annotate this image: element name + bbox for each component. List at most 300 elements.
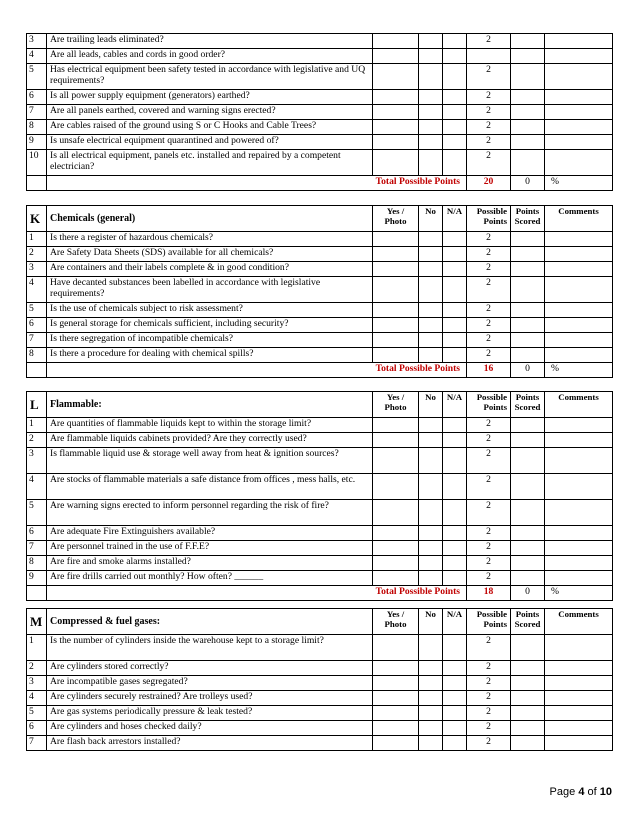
na-cell xyxy=(443,500,467,526)
points-scored-cell xyxy=(511,135,545,150)
table-row xyxy=(27,526,613,541)
yes-photo-cell xyxy=(373,262,419,277)
yes-photo-cell xyxy=(373,448,419,474)
total-row xyxy=(27,363,613,378)
possible-points-cell: 2 xyxy=(467,691,511,706)
row-number: 9 xyxy=(27,571,47,586)
row-number: 8 xyxy=(27,556,47,571)
comments-cell xyxy=(545,262,613,277)
yes-photo-cell xyxy=(373,706,419,721)
table-row xyxy=(27,105,613,120)
no-cell xyxy=(419,736,443,751)
table-row xyxy=(27,418,613,433)
na-cell xyxy=(443,721,467,736)
section-header-row xyxy=(27,206,613,232)
row-number: 4 xyxy=(27,49,47,64)
no-cell xyxy=(419,661,443,676)
possible-points-cell: 2 xyxy=(467,262,511,277)
possible-points-cell: 2 xyxy=(467,120,511,135)
possible-points-cell: 2 xyxy=(467,448,511,474)
table-row xyxy=(27,303,613,318)
points-scored-cell xyxy=(511,541,545,556)
question-text: Are flammable liquids cabinets provided? Are they correctly used? xyxy=(47,433,373,448)
table-row xyxy=(27,736,613,751)
points-scored-cell xyxy=(511,303,545,318)
comments-cell xyxy=(545,64,613,90)
question-text: Are adequate Fire Extinguishers available? xyxy=(47,526,373,541)
row-number: 7 xyxy=(27,105,47,120)
points-scored-cell xyxy=(511,676,545,691)
possible-points-cell: 2 xyxy=(467,150,511,176)
points-scored-cell xyxy=(511,49,545,64)
question-text: Is the number of cylinders inside the warehouse kept to a storage limit? xyxy=(47,635,373,661)
table-row xyxy=(27,49,613,64)
no-cell xyxy=(419,348,443,363)
na-cell xyxy=(443,736,467,751)
comments-cell xyxy=(545,448,613,474)
no-cell xyxy=(419,448,443,474)
row-number: 2 xyxy=(27,661,47,676)
yes-photo-cell xyxy=(373,318,419,333)
na-cell xyxy=(443,277,467,303)
table-row xyxy=(27,135,613,150)
total-blank-cell xyxy=(27,363,47,378)
question-text: Is there a procedure for dealing with chemical spills? xyxy=(47,348,373,363)
points-scored-cell xyxy=(511,333,545,348)
question-text: Is flammable liquid use & storage well away from heat & ignition sources? xyxy=(47,448,373,474)
row-number: 3 xyxy=(27,262,47,277)
question-text: Has electrical equipment been safety tested in accordance with legislative and UQ requirements? xyxy=(47,64,373,90)
possible-points-cell: 2 xyxy=(467,556,511,571)
comments-cell xyxy=(545,474,613,500)
footer-of-word: of xyxy=(587,786,597,798)
yes-photo-cell xyxy=(373,34,419,49)
section-l-table xyxy=(26,391,613,601)
na-cell xyxy=(443,90,467,105)
comments-cell xyxy=(545,135,613,150)
na-cell xyxy=(443,247,467,262)
yes-photo-cell xyxy=(373,232,419,247)
possible-points-cell: 2 xyxy=(467,90,511,105)
question-text: Is unsafe electrical equipment quarantined and powered of? xyxy=(47,135,373,150)
points-scored-header: Points Scored xyxy=(511,392,545,418)
points-scored-cell xyxy=(511,661,545,676)
points-scored-cell xyxy=(511,500,545,526)
na-cell xyxy=(443,418,467,433)
total-row xyxy=(27,176,613,191)
row-number: 4 xyxy=(27,474,47,500)
row-number: 3 xyxy=(27,34,47,49)
points-scored-cell xyxy=(511,526,545,541)
comments-cell xyxy=(545,691,613,706)
points-scored-cell xyxy=(511,571,545,586)
na-cell xyxy=(443,661,467,676)
question-text: Are cylinders securely restrained? Are trolleys used? xyxy=(47,691,373,706)
possible-points-cell: 2 xyxy=(467,571,511,586)
comments-cell xyxy=(545,348,613,363)
row-number: 8 xyxy=(27,348,47,363)
yes-photo-cell xyxy=(373,150,419,176)
points-scored-cell xyxy=(511,318,545,333)
na-header: N/A xyxy=(443,206,467,232)
yes-photo-cell xyxy=(373,49,419,64)
comments-cell xyxy=(545,676,613,691)
no-cell xyxy=(419,64,443,90)
total-row xyxy=(27,586,613,601)
row-number: 6 xyxy=(27,318,47,333)
no-header: No xyxy=(419,392,443,418)
no-cell xyxy=(419,49,443,64)
possible-points-cell: 2 xyxy=(467,526,511,541)
possible-points-cell: 2 xyxy=(467,433,511,448)
table-row xyxy=(27,64,613,90)
table-row xyxy=(27,318,613,333)
question-text: Is there a register of hazardous chemicals? xyxy=(47,232,373,247)
no-cell xyxy=(419,105,443,120)
row-number: 7 xyxy=(27,333,47,348)
no-header: No xyxy=(419,609,443,635)
table-row xyxy=(27,433,613,448)
comments-cell xyxy=(545,318,613,333)
comments-cell xyxy=(545,49,613,64)
comments-cell xyxy=(545,277,613,303)
points-scored-cell xyxy=(511,721,545,736)
no-cell xyxy=(419,150,443,176)
yes-photo-cell xyxy=(373,247,419,262)
yes-photo-cell xyxy=(373,526,419,541)
yes-photo-cell xyxy=(373,691,419,706)
row-number: 7 xyxy=(27,736,47,751)
row-number: 10 xyxy=(27,150,47,176)
question-text: Are all leads, cables and cords in good order? xyxy=(47,49,373,64)
comments-cell xyxy=(545,556,613,571)
points-scored-header: Points Scored xyxy=(511,206,545,232)
table-row xyxy=(27,34,613,49)
no-cell xyxy=(419,526,443,541)
table-row xyxy=(27,541,613,556)
na-cell xyxy=(443,303,467,318)
points-scored-cell xyxy=(511,232,545,247)
row-number: 1 xyxy=(27,635,47,661)
points-scored-cell xyxy=(511,34,545,49)
na-cell xyxy=(443,64,467,90)
yes-photo-cell xyxy=(373,474,419,500)
question-text: Are cylinders stored correctly? xyxy=(47,661,373,676)
no-cell xyxy=(419,34,443,49)
possible-points-cell: 2 xyxy=(467,34,511,49)
possible-points-cell: 2 xyxy=(467,303,511,318)
possible-points-cell: 2 xyxy=(467,676,511,691)
row-number: 5 xyxy=(27,706,47,721)
points-scored-cell xyxy=(511,706,545,721)
possible-points-cell: 2 xyxy=(467,661,511,676)
no-cell xyxy=(419,706,443,721)
table-row xyxy=(27,500,613,526)
table-row xyxy=(27,635,613,661)
no-cell xyxy=(419,262,443,277)
total-points-scored: 0 xyxy=(511,586,545,601)
points-scored-cell xyxy=(511,150,545,176)
no-cell xyxy=(419,120,443,135)
comments-cell xyxy=(545,433,613,448)
yes-photo-cell xyxy=(373,500,419,526)
points-scored-header: Points Scored xyxy=(511,609,545,635)
no-cell xyxy=(419,333,443,348)
na-cell xyxy=(443,49,467,64)
yes-photo-header: Yes / Photo xyxy=(373,206,419,232)
possible-points-cell: 2 xyxy=(467,105,511,120)
total-points-scored: 0 xyxy=(511,363,545,378)
row-number: 7 xyxy=(27,541,47,556)
comments-cell xyxy=(545,635,613,661)
na-cell xyxy=(443,571,467,586)
no-cell xyxy=(419,571,443,586)
points-scored-cell xyxy=(511,635,545,661)
table-row xyxy=(27,676,613,691)
comments-cell xyxy=(545,105,613,120)
section-letter: K xyxy=(27,206,47,232)
table-row xyxy=(27,348,613,363)
na-cell xyxy=(443,318,467,333)
possible-points-cell: 2 xyxy=(467,418,511,433)
comments-cell xyxy=(545,526,613,541)
question-text: Are warning signs erected to inform personnel regarding the risk of fire? xyxy=(47,500,373,526)
yes-photo-header: Yes / Photo xyxy=(373,609,419,635)
section-j-table xyxy=(26,33,613,191)
footer-page-word: Page xyxy=(549,786,576,798)
question-text: Is all power supply equipment (generators) earthed? xyxy=(47,90,373,105)
comments-header: Comments xyxy=(545,609,613,635)
na-cell xyxy=(443,433,467,448)
points-scored-cell xyxy=(511,474,545,500)
total-percent: % xyxy=(545,363,613,378)
possible-points-cell: 2 xyxy=(467,706,511,721)
possible-points-cell: 2 xyxy=(467,247,511,262)
na-cell xyxy=(443,150,467,176)
comments-cell xyxy=(545,661,613,676)
na-cell xyxy=(443,635,467,661)
possible-points-header: Possible Points xyxy=(467,206,511,232)
no-cell xyxy=(419,318,443,333)
comments-cell xyxy=(545,333,613,348)
total-blank-cell xyxy=(27,586,47,601)
question-text: Are fire drills carried out monthly? How often? ______ xyxy=(47,571,373,586)
table-row xyxy=(27,150,613,176)
row-number: 8 xyxy=(27,120,47,135)
table-row xyxy=(27,706,613,721)
yes-photo-cell xyxy=(373,571,419,586)
possible-points-cell: 2 xyxy=(467,135,511,150)
comments-cell xyxy=(545,303,613,318)
yes-photo-cell xyxy=(373,333,419,348)
na-cell xyxy=(443,105,467,120)
table-row xyxy=(27,232,613,247)
no-cell xyxy=(419,541,443,556)
question-text: Are gas systems periodically pressure & leak tested? xyxy=(47,706,373,721)
section-title: Flammable: xyxy=(47,392,373,418)
no-cell xyxy=(419,433,443,448)
na-header: N/A xyxy=(443,392,467,418)
question-text: Are stocks of flammable materials a safe distance from offices , mess halls, etc. xyxy=(47,474,373,500)
na-cell xyxy=(443,541,467,556)
na-cell xyxy=(443,348,467,363)
total-percent: % xyxy=(545,176,613,191)
no-cell xyxy=(419,303,443,318)
table-row xyxy=(27,247,613,262)
possible-points-cell: 2 xyxy=(467,333,511,348)
points-scored-cell xyxy=(511,120,545,135)
total-points-scored: 0 xyxy=(511,176,545,191)
points-scored-cell xyxy=(511,556,545,571)
possible-points-cell: 2 xyxy=(467,635,511,661)
comments-cell xyxy=(545,500,613,526)
yes-photo-cell xyxy=(373,90,419,105)
question-text: Are cables raised of the ground using S or C Hooks and Cable Trees? xyxy=(47,120,373,135)
no-cell xyxy=(419,90,443,105)
possible-points-cell: 2 xyxy=(467,277,511,303)
points-scored-cell xyxy=(511,691,545,706)
comments-header: Comments xyxy=(545,392,613,418)
section-header-row xyxy=(27,609,613,635)
total-possible-points-label: Total Possible Points xyxy=(47,176,467,191)
yes-photo-cell xyxy=(373,433,419,448)
possible-points-cell: 2 xyxy=(467,474,511,500)
yes-photo-cell xyxy=(373,635,419,661)
question-text: Are Safety Data Sheets (SDS) available for all chemicals? xyxy=(47,247,373,262)
points-scored-cell xyxy=(511,348,545,363)
total-blank-cell xyxy=(27,176,47,191)
section-title: Compressed & fuel gases: xyxy=(47,609,373,635)
section-title: Chemicals (general) xyxy=(47,206,373,232)
yes-photo-cell xyxy=(373,348,419,363)
section-m-table xyxy=(26,608,613,751)
points-scored-cell xyxy=(511,64,545,90)
row-number: 1 xyxy=(27,418,47,433)
row-number: 3 xyxy=(27,448,47,474)
possible-points-header: Possible Points xyxy=(467,392,511,418)
comments-cell xyxy=(545,120,613,135)
table-row xyxy=(27,691,613,706)
comments-cell xyxy=(545,418,613,433)
total-possible-points-value: 18 xyxy=(467,586,511,601)
footer-page-num: 4 xyxy=(578,786,585,798)
table-row xyxy=(27,90,613,105)
yes-photo-cell xyxy=(373,120,419,135)
yes-photo-cell xyxy=(373,418,419,433)
possible-points-cell: 2 xyxy=(467,736,511,751)
no-cell xyxy=(419,691,443,706)
no-cell xyxy=(419,474,443,500)
comments-cell xyxy=(545,721,613,736)
question-text: Are all panels earthed, covered and warning signs erected? xyxy=(47,105,373,120)
points-scored-cell xyxy=(511,277,545,303)
possible-points-cell: 2 xyxy=(467,348,511,363)
row-number: 3 xyxy=(27,676,47,691)
na-cell xyxy=(443,232,467,247)
table-row xyxy=(27,556,613,571)
na-cell xyxy=(443,333,467,348)
table-row xyxy=(27,333,613,348)
na-cell xyxy=(443,556,467,571)
row-number: 5 xyxy=(27,303,47,318)
comments-cell xyxy=(545,736,613,751)
na-cell xyxy=(443,120,467,135)
table-row xyxy=(27,571,613,586)
no-cell xyxy=(419,277,443,303)
no-cell xyxy=(419,135,443,150)
points-scored-cell xyxy=(511,433,545,448)
section-letter: M xyxy=(27,609,47,635)
question-text: Have decanted substances been labelled in accordance with legislative requirements? xyxy=(47,277,373,303)
yes-photo-cell xyxy=(373,277,419,303)
table-row xyxy=(27,661,613,676)
question-text: Are cylinders and hoses checked daily? xyxy=(47,721,373,736)
yes-photo-cell xyxy=(373,556,419,571)
no-cell xyxy=(419,232,443,247)
table-row xyxy=(27,721,613,736)
yes-photo-cell xyxy=(373,541,419,556)
section-letter: L xyxy=(27,392,47,418)
possible-points-cell: 2 xyxy=(467,541,511,556)
row-number: 5 xyxy=(27,500,47,526)
yes-photo-cell xyxy=(373,676,419,691)
row-number: 9 xyxy=(27,135,47,150)
na-cell xyxy=(443,691,467,706)
comments-header: Comments xyxy=(545,206,613,232)
section-header-row xyxy=(27,392,613,418)
comments-cell xyxy=(545,571,613,586)
total-possible-points-label: Total Possible Points xyxy=(47,363,467,378)
points-scored-cell xyxy=(511,448,545,474)
yes-photo-cell xyxy=(373,721,419,736)
table-row xyxy=(27,262,613,277)
points-scored-cell xyxy=(511,105,545,120)
total-possible-points-value: 20 xyxy=(467,176,511,191)
yes-photo-cell xyxy=(373,736,419,751)
footer-page-total: 10 xyxy=(599,786,612,798)
na-header: N/A xyxy=(443,609,467,635)
question-text: Are containers and their labels complete & in good condition? xyxy=(47,262,373,277)
total-possible-points-label: Total Possible Points xyxy=(47,586,467,601)
points-scored-cell xyxy=(511,90,545,105)
question-text: Are fire and smoke alarms installed? xyxy=(47,556,373,571)
points-scored-cell xyxy=(511,418,545,433)
comments-cell xyxy=(545,541,613,556)
possible-points-cell: 2 xyxy=(467,500,511,526)
possible-points-cell: 2 xyxy=(467,318,511,333)
table-row xyxy=(27,474,613,500)
question-text: Are quantities of flammable liquids kept to within the storage limit? xyxy=(47,418,373,433)
question-text: Are flash back arrestors installed? xyxy=(47,736,373,751)
na-cell xyxy=(443,262,467,277)
yes-photo-header: Yes / Photo xyxy=(373,392,419,418)
row-number: 6 xyxy=(27,526,47,541)
question-text: Is there segregation of incompatible chemicals? xyxy=(47,333,373,348)
table-row xyxy=(27,448,613,474)
no-cell xyxy=(419,500,443,526)
points-scored-cell xyxy=(511,262,545,277)
row-number: 6 xyxy=(27,721,47,736)
na-cell xyxy=(443,474,467,500)
yes-photo-cell xyxy=(373,303,419,318)
points-scored-cell xyxy=(511,247,545,262)
row-number: 2 xyxy=(27,247,47,262)
na-cell xyxy=(443,34,467,49)
no-cell xyxy=(419,635,443,661)
yes-photo-cell xyxy=(373,105,419,120)
no-cell xyxy=(419,556,443,571)
question-text: Are incompatible gases segregated? xyxy=(47,676,373,691)
